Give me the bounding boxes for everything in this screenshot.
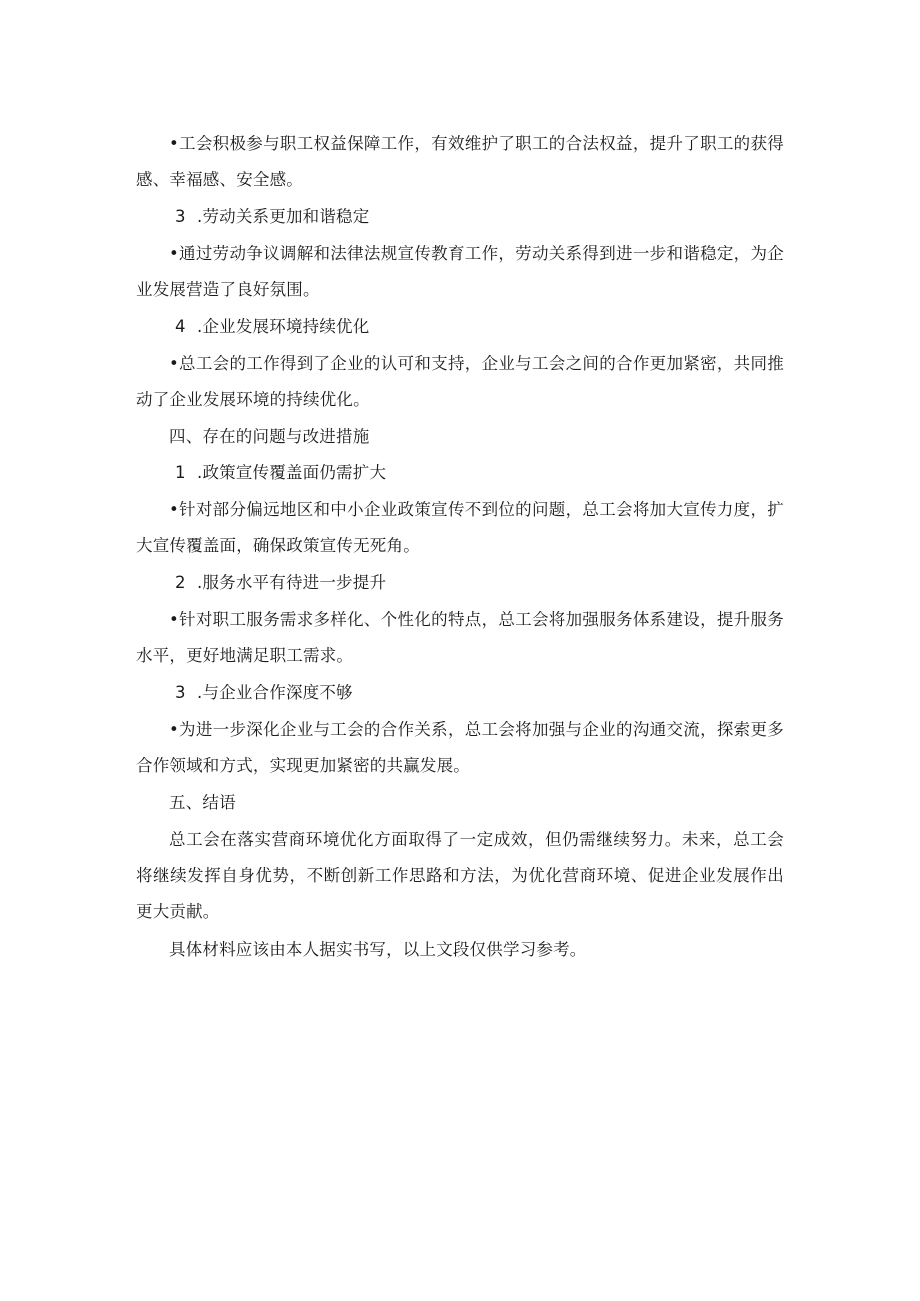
bullet-paragraph: •针对职工服务需求多样化、个性化的特点，总工会将加强服务体系建设，提升服务水平，更好地满足职工需求。 [136,610,784,665]
subheading-text: .服务水平有待进一步提升 [197,573,387,592]
subheading [136,309,784,345]
subheading [136,565,784,601]
subheading [136,675,784,711]
section-heading: 五、结语 [169,793,236,812]
bullet-paragraph: •总工会的工作得到了企业的认可和支持，企业与工会之间的合作更加紧密，共同推动了企业发展环境的持续优化。 [136,354,784,409]
subheading-text: .劳动关系更加和谐稳定 [197,207,370,226]
section-heading: 四、存在的问题与改进措施 [169,427,370,446]
document-body [136,126,784,968]
subheading-text: .企业发展环境持续优化 [197,317,370,336]
subheading-number: 2 [175,573,186,592]
subheading-number: 3 [175,683,186,702]
bullet-paragraph: •工会积极参与职工权益保障工作，有效维护了职工的合法权益，提升了职工的获得感、幸福感、安全感。 [136,134,784,189]
subheading-number: 4 [175,317,186,336]
bullet-paragraph: •针对部分偏远地区和中小企业政策宣传不到位的问题，总工会将加大宣传力度，扩大宣传覆盖面，确保政策宣传无死角。 [136,500,784,555]
bullet-paragraph: •通过劳动争议调解和法律法规宣传教育工作，劳动关系得到进一步和谐稳定，为企业发展营造了良好氛围。 [136,244,784,299]
subheading-number: 3 [175,207,186,226]
bullet-paragraph: •为进一步深化企业与工会的合作关系，总工会将加强与企业的沟通交流，探索更多合作领域和方式，实现更加紧密的共赢发展。 [136,720,784,775]
subheading-text: .与企业合作深度不够 [197,683,353,702]
subheading-text: .政策宣传覆盖面仍需扩大 [197,463,387,482]
body-paragraph: 总工会在落实营商环境优化方面取得了一定成效，但仍需继续努力。未来，总工会将继续发挥自身优势，不断创新工作思路和方法，为优化营商环境、促进企业发展作出更大贡献。 [136,830,784,921]
subheading-number: 1 [175,463,186,482]
subheading [136,199,784,235]
subheading [136,455,784,491]
body-paragraph: 具体材料应该由本人据实书写，以上文段仅供学习参考。 [169,940,587,959]
